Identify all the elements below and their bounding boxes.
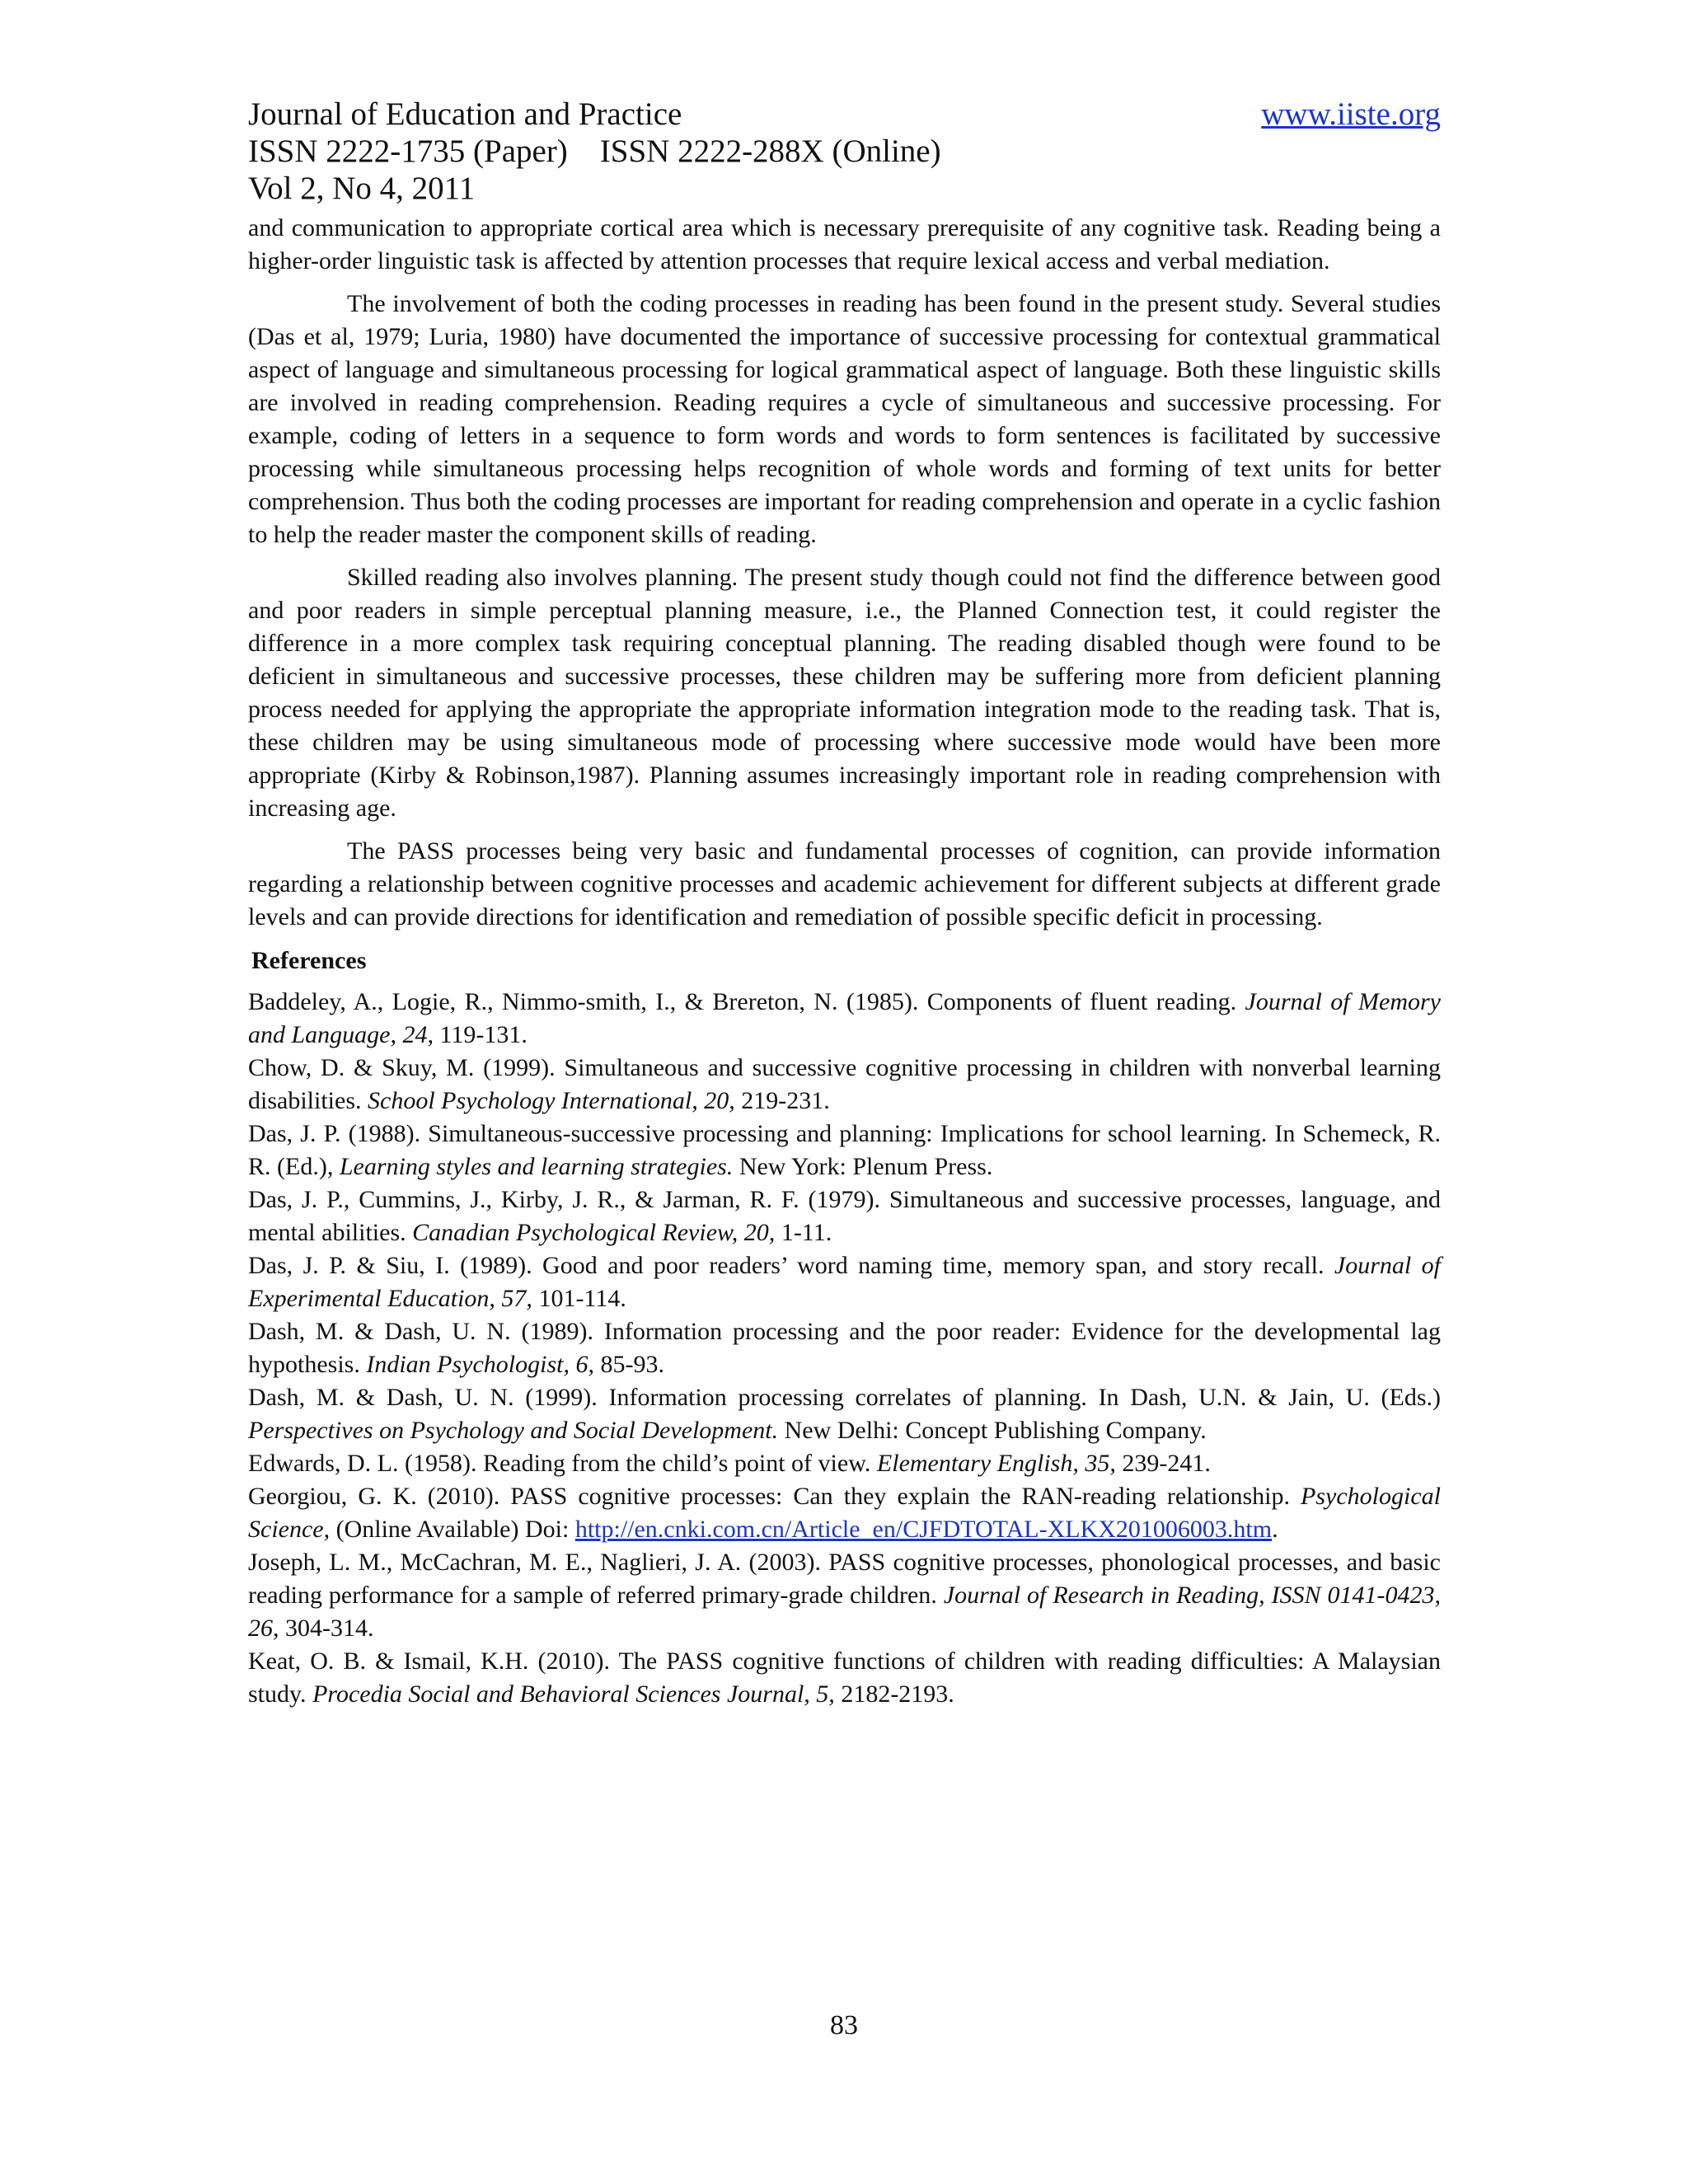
reference-pages: (Online Available) Doi: xyxy=(330,1516,575,1543)
reference-item xyxy=(248,1315,1441,1381)
reference-text: Das, J. P. & Siu, I. (1989). Good and poor readers’ word naming time, memory span, and story recall. xyxy=(248,1252,1334,1279)
reference-pages: 2182-2193. xyxy=(834,1680,954,1708)
body-paragraph-1: and communication to appropriate cortical area which is necessary prerequisite of any cognitive task. Reading being a higher-order linguistic task is affected by attention processes that require lexical access and verbal mediation. xyxy=(248,214,1441,274)
reference-text: Baddeley, A., Logie, R., Nimmo-smith, I., & Brereton, N. (1985). Components of fluent reading. xyxy=(248,988,1245,1015)
journal-title: Journal of Education and Practice xyxy=(248,96,682,132)
reference-source: Journal of Research in Reading, ISSN 0141-0423, 26, xyxy=(248,1582,1442,1642)
reference-text: Joseph, L. M., McCachran, M. E., Naglieri, J. A. (2003). PASS cognitive processes, phonological processes, and basic reading performance for a sample of referred primary-grade children. xyxy=(248,1549,1441,1609)
reference-item xyxy=(248,1546,1441,1645)
reference-item xyxy=(248,1645,1441,1711)
reference-source: Perspectives on Psychology and Social Development. xyxy=(248,1417,779,1444)
reference-text: Dash, M. & Dash, U. N. (1999). Information processing correlates of planning. In Dash, U.N. & Jain, U. (Eds.) xyxy=(248,1384,1441,1411)
reference-source: Journal of Memory and Language, 24, xyxy=(248,988,1442,1048)
doi-link[interactable]: http://en.cnki.com.cn/Article_en/CJFDTOTAL-XLKX201006003.htm xyxy=(574,1516,1273,1543)
reference-text: Chow, D. & Skuy, M. (1999). Simultaneous and successive cognitive processing in children with nonverbal learning disabilities. xyxy=(248,1054,1441,1114)
references-heading: References xyxy=(251,947,367,974)
reference-text: Keat, O. B. & Ismail, K.H. (2010). The PASS cognitive functions of children with reading difficulties: A Malaysian study. xyxy=(248,1647,1441,1708)
website-link[interactable]: www.iiste.org xyxy=(1261,96,1441,132)
reference-text: Das, J. P., Cummins, J., Kirby, J. R., & Jarman, R. F. (1979). Simultaneous and successive processes, language, and mental abilities. xyxy=(248,1186,1441,1246)
reference-source: School Psychology International, 20, xyxy=(368,1087,735,1114)
main-content xyxy=(248,212,1441,1711)
reference-pages: New Delhi: Concept Publishing Company. xyxy=(778,1417,1207,1444)
reference-pages: 304-314. xyxy=(279,1615,374,1642)
reference-list xyxy=(248,986,1441,1711)
reference-source: Indian Psychologist, 6, xyxy=(366,1351,594,1378)
reference-source: Journal of Experimental Education, 57, xyxy=(248,1252,1441,1312)
reference-source: Canadian Psychological Review, 20, xyxy=(412,1219,776,1246)
journal-title-line xyxy=(248,96,1441,133)
reference-source: Learning styles and learning strategies. xyxy=(339,1153,734,1180)
reference-text: Edwards, D. L. (1958). Reading from the child’s point of view. xyxy=(248,1450,877,1477)
reference-text: Dash, M. & Dash, U. N. (1989). Information processing and the poor reader: Evidence for the developmental lag hypothesis. xyxy=(248,1318,1441,1378)
body-paragraph-3: Skilled reading also involves planning. The present study though could not find the difference between good and poor readers in simple perceptual planning measure, i.e., the Planned Connection test, it could register the difference in a more complex task requiring conceptual planning. The reading disabled though were found to be deficient in simultaneous and successive processes, these children may be suffering more from deficient planning process needed for applying the appropriate the appropriate information integration mode to the reading task. That is, these children may be using simultaneous mode of processing where successive mode would have been more appropriate (Kirby & Robinson,1987). Planning assumes increasingly important role in reading comprehension with increasing age. xyxy=(248,564,1441,822)
reference-pages: 101-114. xyxy=(532,1285,626,1312)
body-paragraph-2: The involvement of both the coding processes in reading has been found in the present study. Several studies (Das et al, 1979; Luria, 1980) have documented the importance of successive processing for contextual grammatical aspect of language and simultaneous processing for logical grammatical aspect of language. Both these linguistic skills are involved in reading comprehension. Reading requires a cycle of simultaneous and successive processing. For example, coding of letters in a sequence to form words and words to form sentences is facilitated by successive processing while simultaneous processing helps recognition of whole words and forming of text units for better comprehension. Thus both the coding processes are important for reading comprehension and operate in a cyclic fashion to help the reader master the component skills of reading. xyxy=(248,290,1441,548)
reference-source: Procedia Social and Behavioral Sciences Journal, 5, xyxy=(312,1680,835,1708)
journal-header xyxy=(248,96,1441,207)
reference-pages: 1-11. xyxy=(775,1219,832,1246)
reference-item xyxy=(248,986,1441,1052)
body-paragraph-4: The PASS processes being very basic and fundamental processes of cognition, can provide information regarding a relationship between cognitive processes and academic achievement for different subjects at different grade levels and can provide directions for identification and remediation of possible specific deficit in processing. xyxy=(248,837,1441,930)
reference-pages: 239-241. xyxy=(1115,1450,1211,1477)
reference-text: Das, J. P. (1988). Simultaneous-successive processing and planning: Implications for school learning. In Schemeck, R. R. (Ed.), xyxy=(248,1120,1441,1180)
reference-item xyxy=(248,1381,1441,1447)
volume-line: Vol 2, No 4, 2011 xyxy=(248,171,476,206)
reference-source: Elementary English, 35, xyxy=(876,1450,1116,1477)
issn-line: ISSN 2222-1735 (Paper) ISSN 2222-288X (Online) xyxy=(248,134,941,169)
reference-source: Psychological Science, xyxy=(248,1483,1441,1543)
reference-pages: 119-131. xyxy=(434,1021,528,1048)
reference-item xyxy=(248,1480,1441,1546)
reference-tail: . xyxy=(1272,1516,1278,1543)
reference-pages: New York: Plenum Press. xyxy=(733,1153,993,1180)
reference-item xyxy=(248,1249,1441,1315)
reference-item xyxy=(248,1447,1441,1480)
reference-item xyxy=(248,1118,1441,1183)
reference-item xyxy=(248,1052,1441,1118)
reference-pages: 219-231. xyxy=(734,1087,830,1114)
reference-text: Georgiou, G. K. (2010). PASS cognitive processes: Can they explain the RAN-reading relationship. xyxy=(248,1483,1301,1510)
reference-item xyxy=(248,1183,1441,1249)
page-number: 83 xyxy=(830,2010,858,2041)
reference-pages: 85-93. xyxy=(593,1351,664,1378)
